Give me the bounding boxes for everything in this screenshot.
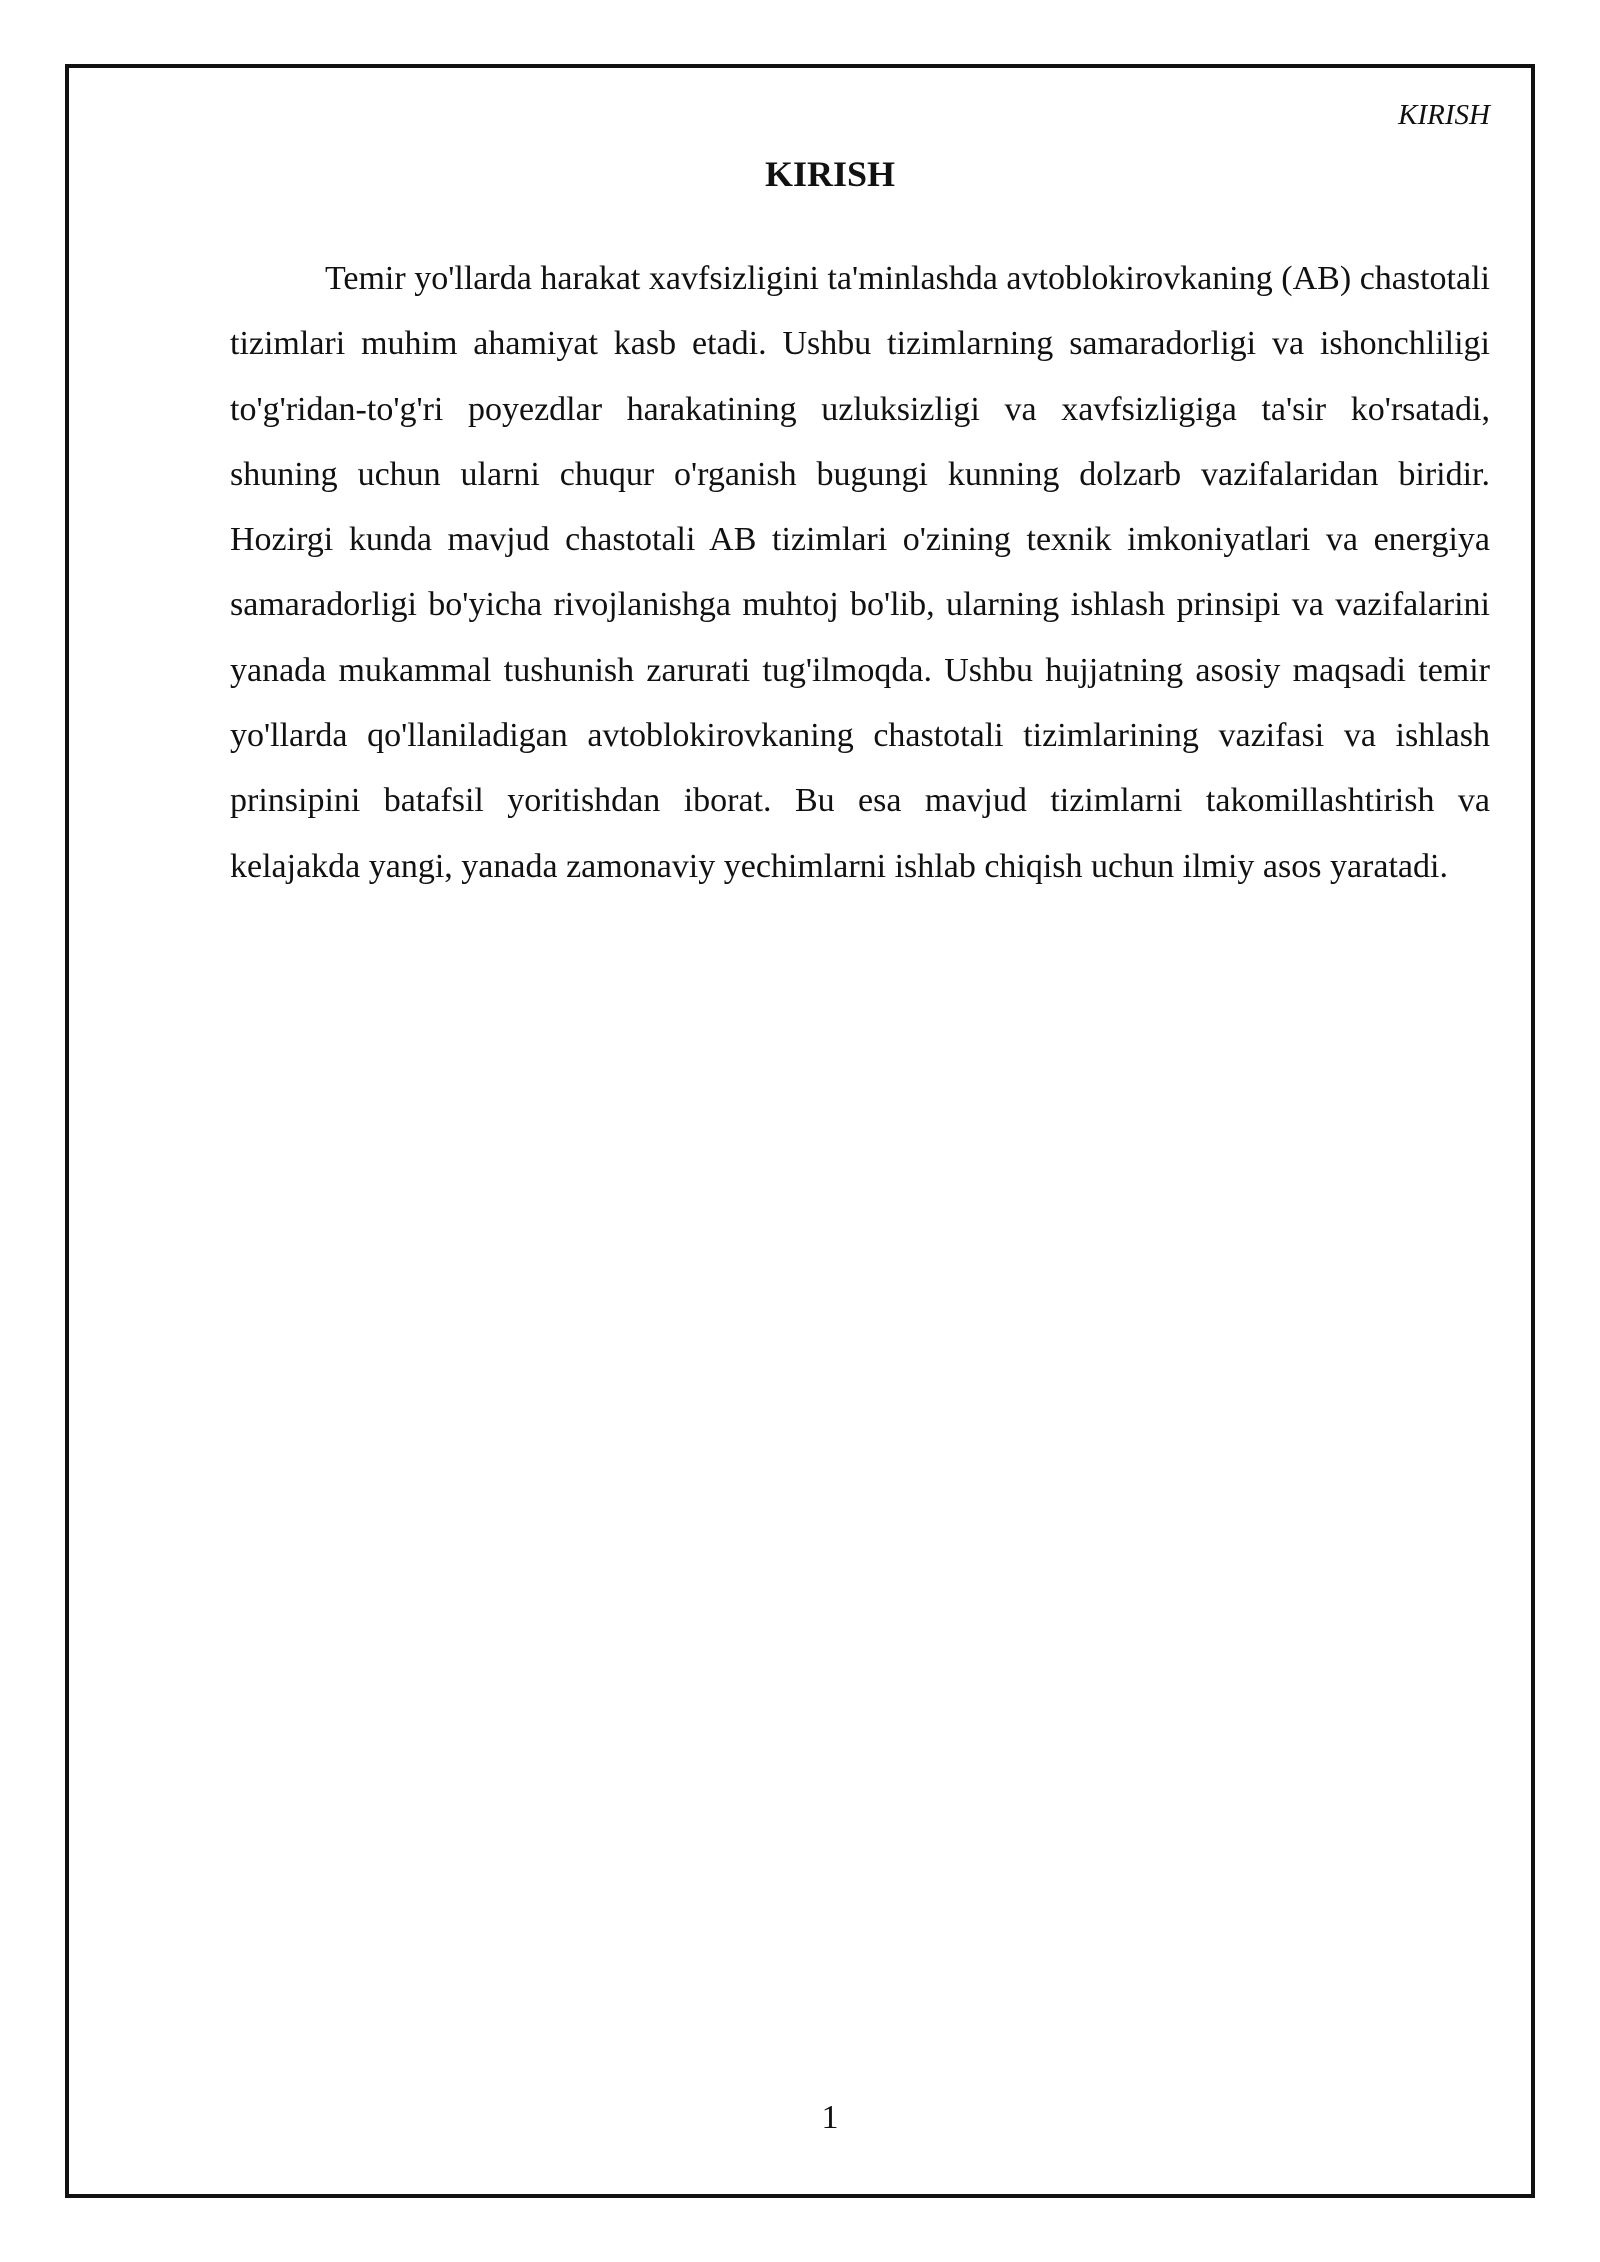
body-paragraph: Temir yo'llarda harakat xavfsizligini ta'minlashda avtoblokirovkaning (AB) chastotali tizimlari muhim ahamiyat kasb etadi. Ushbu tizimlarning samaradorligi va ishonchliligi to'g'ridan-to'g'ri poyezdlar harakatining uzluksizligi va xavfsizligiga ta'sir ko'rsatadi, shuning uchun ularni chuqur o'rganish bugungi kunning dolzarb vazifalaridan biridir. Hozirgi kunda mavjud chastotali AB tizimlari o'zining texnik imkoniyatlari va energiya samaradorligi bo'yicha rivojlanishga muhtoj bo'lib, ularning ishlash prinsipi va vazifalarini yanada mukammal tushunish zarurati tug'ilmoqda. Ushbu hujjatning asosiy maqsadi temir yo'llarda qo'llaniladigan avtoblokirovkaning chastotali tizimlarining vazifasi va ishlash prinsipini batafsil yoritishdan iborat. Bu esa mavjud tizimlarni takomillashtirish va kelajakda yangi, yanada zamonaviy yechimlarni ishlab chiqish uchun ilmiy asos yaratadi. bbox=[230, 260, 1490, 885]
page-number: 1 bbox=[821, 2099, 839, 2136]
page-title: KIRISH bbox=[764, 154, 896, 194]
running-header: KIRISH bbox=[1398, 99, 1490, 131]
